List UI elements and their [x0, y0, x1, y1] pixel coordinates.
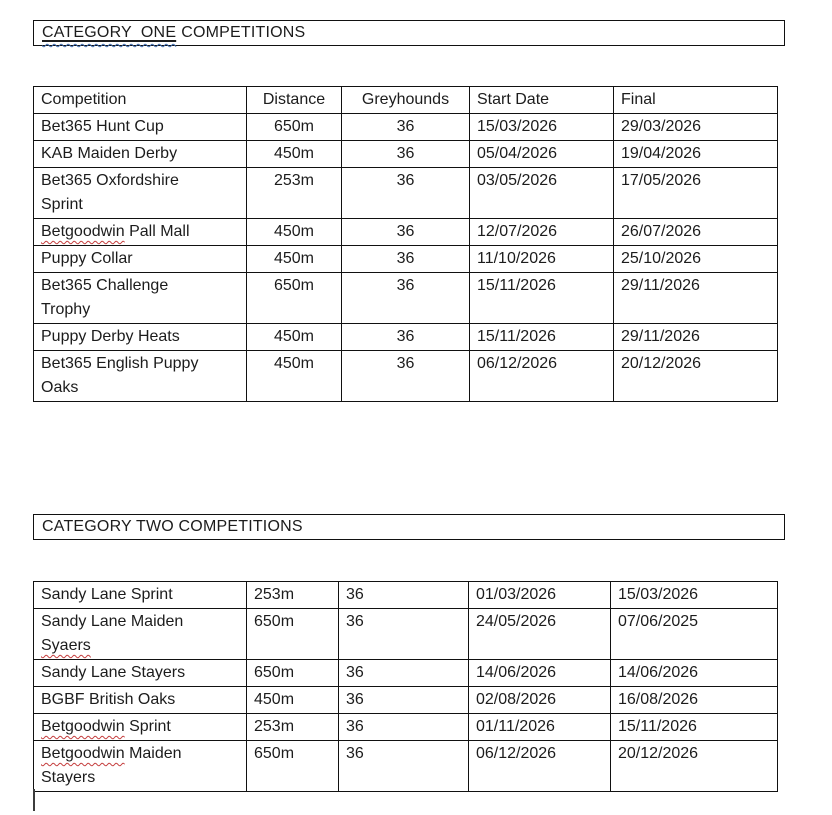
table-cell[interactable]: 650m: [247, 660, 339, 687]
table-cell[interactable]: 15/11/2026: [470, 324, 614, 351]
table-cell[interactable]: Betgoodwin Maiden Stayers: [34, 741, 247, 792]
table-cell[interactable]: 36: [339, 741, 469, 792]
table-cell[interactable]: Sandy Lane Stayers: [34, 660, 247, 687]
table-cell[interactable]: 03/05/2026: [470, 168, 614, 219]
table-row: [34, 273, 778, 324]
category-two-table: [33, 581, 778, 792]
table-cell[interactable]: 11/10/2026: [470, 246, 614, 273]
table-cell[interactable]: 253m: [247, 714, 339, 741]
table-cell[interactable]: 650m: [247, 273, 342, 324]
table-cell[interactable]: 36: [339, 660, 469, 687]
category-one-table-body: [34, 87, 778, 402]
table-row: [34, 609, 778, 660]
table-cell[interactable]: 17/05/2026: [614, 168, 778, 219]
table-cell[interactable]: 24/05/2026: [469, 609, 611, 660]
table-cell[interactable]: 15/11/2026: [470, 273, 614, 324]
table-cell[interactable]: Puppy Derby Heats: [34, 324, 247, 351]
table-cell[interactable]: 253m: [247, 582, 339, 609]
table-cell[interactable]: 29/11/2026: [614, 273, 778, 324]
heading-rest-text: COMPETITIONS: [181, 24, 306, 41]
table-cell[interactable]: 36: [339, 714, 469, 741]
category-one-heading-box: [33, 20, 785, 46]
table-cell[interactable]: 26/07/2026: [614, 219, 778, 246]
table-cell[interactable]: 36: [342, 141, 470, 168]
table-cell[interactable]: Bet365 English Puppy Oaks: [34, 351, 247, 402]
table-cell[interactable]: 450m: [247, 219, 342, 246]
table-row: [34, 351, 778, 402]
table-cell[interactable]: 20/12/2026: [611, 741, 778, 792]
table-cell[interactable]: BGBF British Oaks: [34, 687, 247, 714]
text-cursor: [33, 789, 35, 811]
table-cell[interactable]: 450m: [247, 351, 342, 402]
category-two-heading-box: [33, 514, 785, 540]
table-cell[interactable]: 36: [342, 324, 470, 351]
table-cell[interactable]: 06/12/2026: [469, 741, 611, 792]
column-header[interactable]: Distance: [247, 87, 342, 114]
table-cell[interactable]: Bet365 Oxfordshire Sprint: [34, 168, 247, 219]
table-cell[interactable]: Bet365 Challenge Trophy: [34, 273, 247, 324]
category-two-table-body: [34, 582, 778, 792]
table-row: [34, 660, 778, 687]
table-cell[interactable]: 450m: [247, 324, 342, 351]
table-cell[interactable]: 16/08/2026: [611, 687, 778, 714]
table-cell[interactable]: 36: [339, 687, 469, 714]
table-cell[interactable]: Betgoodwin Sprint: [34, 714, 247, 741]
table-cell[interactable]: 15/03/2026: [611, 582, 778, 609]
table-row: [34, 168, 778, 219]
table-row: [34, 246, 778, 273]
table-cell[interactable]: 450m: [247, 687, 339, 714]
table-cell[interactable]: Betgoodwin Pall Mall: [34, 219, 247, 246]
table-cell[interactable]: 14/06/2026: [469, 660, 611, 687]
column-header[interactable]: Competition: [34, 87, 247, 114]
table-cell[interactable]: 29/03/2026: [614, 114, 778, 141]
table-cell[interactable]: 15/03/2026: [470, 114, 614, 141]
column-header[interactable]: Final: [614, 87, 778, 114]
table-cell[interactable]: 25/10/2026: [614, 246, 778, 273]
table-row: [34, 219, 778, 246]
category-one-heading[interactable]: [42, 24, 305, 42]
table-cell[interactable]: 36: [342, 168, 470, 219]
table-cell[interactable]: 650m: [247, 609, 339, 660]
table-cell[interactable]: 450m: [247, 246, 342, 273]
table-row: [34, 714, 778, 741]
misspelled-word: Syaers: [41, 637, 91, 654]
table-cell[interactable]: 36: [339, 582, 469, 609]
column-header[interactable]: Greyhounds: [342, 87, 470, 114]
category-one-table: [33, 86, 778, 402]
table-cell[interactable]: 01/11/2026: [469, 714, 611, 741]
table-row: [34, 141, 778, 168]
grammar-flagged-text: CATEGORY ONE: [42, 24, 177, 41]
table-cell[interactable]: 12/07/2026: [470, 219, 614, 246]
table-cell[interactable]: 01/03/2026: [469, 582, 611, 609]
table-cell[interactable]: 650m: [247, 114, 342, 141]
table-cell[interactable]: 05/04/2026: [470, 141, 614, 168]
misspelled-word: Betgoodwin: [41, 718, 125, 735]
table-cell[interactable]: 29/11/2026: [614, 324, 778, 351]
table-cell[interactable]: 19/04/2026: [614, 141, 778, 168]
table-row: [34, 741, 778, 792]
table-cell[interactable]: 36: [342, 351, 470, 402]
table-cell[interactable]: 36: [342, 114, 470, 141]
table-cell[interactable]: 15/11/2026: [611, 714, 778, 741]
table-row: [34, 114, 778, 141]
table-cell[interactable]: 450m: [247, 141, 342, 168]
misspelled-word: Betgoodwin: [41, 223, 125, 240]
table-cell[interactable]: Bet365 Hunt Cup: [34, 114, 247, 141]
table-cell[interactable]: 36: [342, 273, 470, 324]
category-two-heading[interactable]: CATEGORY TWO COMPETITIONS: [42, 518, 303, 535]
table-row: [34, 687, 778, 714]
table-cell[interactable]: Sandy Lane Sprint: [34, 582, 247, 609]
table-cell[interactable]: Puppy Collar: [34, 246, 247, 273]
table-cell[interactable]: KAB Maiden Derby: [34, 141, 247, 168]
table-header-row: [34, 87, 778, 114]
table-cell[interactable]: 253m: [247, 168, 342, 219]
table-cell[interactable]: 07/06/2025: [611, 609, 778, 660]
table-cell[interactable]: 14/06/2026: [611, 660, 778, 687]
table-row: [34, 582, 778, 609]
underlined-text: [42, 24, 176, 41]
misspelled-word: Betgoodwin: [41, 745, 125, 762]
table-cell[interactable]: Sandy Lane Maiden Syaers: [34, 609, 247, 660]
table-cell[interactable]: 36: [342, 219, 470, 246]
table-cell[interactable]: 36: [342, 246, 470, 273]
table-row: [34, 324, 778, 351]
table-cell[interactable]: 36: [339, 609, 469, 660]
table-cell[interactable]: 06/12/2026: [470, 351, 614, 402]
table-cell[interactable]: 650m: [247, 741, 339, 792]
column-header[interactable]: Start Date: [470, 87, 614, 114]
table-cell[interactable]: 20/12/2026: [614, 351, 778, 402]
table-cell[interactable]: 02/08/2026: [469, 687, 611, 714]
